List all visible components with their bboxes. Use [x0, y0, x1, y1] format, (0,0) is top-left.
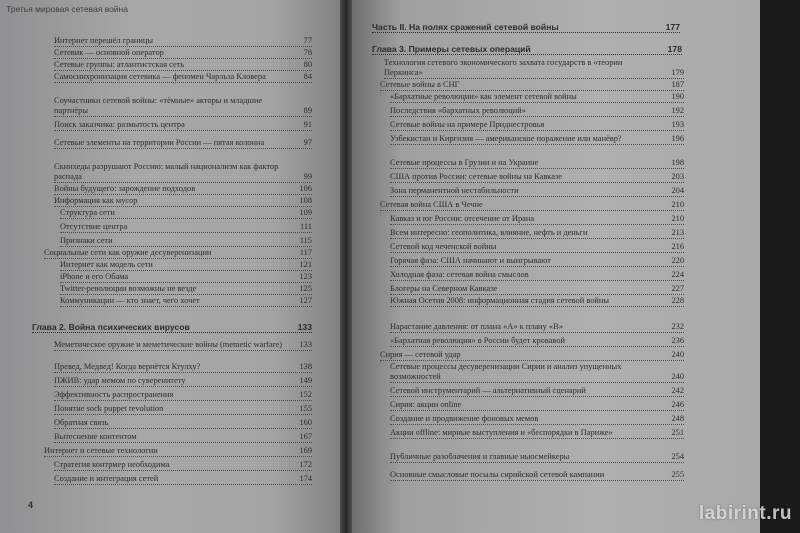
toc-entry-title: Коммуникации — кто знает, чего хочет [60, 296, 200, 305]
toc-entry-page: 125 [299, 284, 312, 293]
right-toc-entry [390, 106, 684, 117]
toc-entry-title: Интернет как модель сети [60, 260, 153, 269]
toc-entry-title: Стратегия контрмер необходима [54, 460, 170, 469]
page-number: 4 [28, 500, 34, 510]
toc-entry-title: Создание и продвижение фоновых мемов [390, 414, 539, 423]
toc-entry-title: Технология сетевого экономического захвата государств в «теории Перкинса» [384, 58, 623, 77]
toc-entry-title: Отсутствие центра [60, 222, 128, 231]
toc-entry-page: 106 [299, 184, 312, 193]
toc-entry-page: 204 [671, 186, 684, 195]
toc-entry-page: 198 [671, 158, 684, 167]
toc-entry-title: Часть II. На полях сражений сетевой войны [372, 22, 559, 32]
toc-entry-page: 84 [303, 72, 312, 81]
right-toc-entry [380, 80, 684, 91]
left-toc-entry [44, 248, 312, 259]
left-toc-entry [60, 208, 312, 219]
toc-entry-title: США против России: сетевые войны на Кавказе [390, 172, 562, 181]
toc-entry-title: Блогеры на Северном Кавказе [390, 284, 498, 293]
right-toc-entry [390, 134, 684, 145]
toc-entry-title: Сетевик — основной оператор [54, 48, 164, 57]
toc-entry-title: Зона перманентной нестабильности [390, 186, 519, 195]
toc-entry-page: 179 [671, 68, 684, 77]
toc-entry-title: Публичные разоблачения и главные ньюсмейкеры [390, 452, 570, 461]
toc-entry-page: 203 [671, 172, 684, 181]
toc-entry-page: 133 [299, 340, 312, 349]
toc-entry-page: 246 [671, 400, 684, 409]
right-toc-entry [390, 92, 684, 103]
right-toc-entry [390, 256, 684, 267]
toc-entry-title: Основные смысловые посылы сирийской сетевой кампании [390, 470, 605, 479]
toc-entry-page: 190 [671, 92, 684, 101]
right-toc-entry [390, 470, 684, 481]
left-toc-entry [44, 446, 312, 457]
right-toc-heading [372, 22, 680, 33]
toc-entry-title: Поиск заказчика: размытость центра [54, 120, 185, 129]
right-toc-entry [390, 120, 684, 131]
toc-entry-page: 255 [671, 470, 684, 479]
toc-entry-title: Последствия «бархатных революций» [390, 106, 526, 115]
toc-entry-page: 187 [671, 80, 684, 89]
toc-entry-page: 111 [300, 222, 312, 231]
toc-entry-page: 89 [303, 106, 312, 115]
toc-entry-title: Сетевые группы: атлантистская сеть [54, 60, 185, 69]
toc-entry-title: Сетевые процессы десуверенизации Сирии и анализ упущенных возможностей [390, 362, 622, 381]
toc-entry-title: Признаки сети [60, 236, 113, 245]
right-toc-entry [390, 270, 684, 281]
toc-entry-title: Сетевая война США в Чечне [380, 200, 483, 209]
right-toc-entry [390, 452, 684, 463]
toc-entry-title: Кавказ и юг России: отсечение от Ирана [390, 214, 535, 223]
left-toc-entry [54, 460, 312, 471]
toc-entry-title: Войны будущего: зарождение подходов [54, 184, 196, 193]
left-toc-heading [32, 322, 312, 333]
toc-entry-page: 240 [671, 350, 684, 359]
left-page [0, 0, 340, 533]
toc-entry-page: 97 [303, 138, 312, 147]
toc-entry-title: Сетевые элементы на территории России — пятая колонна [54, 138, 265, 147]
toc-entry-title: Холодная фаза: сетевая война смыслов [390, 270, 529, 279]
right-toc-entry [390, 284, 684, 295]
toc-entry-page: 109 [299, 208, 312, 217]
toc-entry-page: 77 [303, 36, 312, 45]
toc-entry-title: Превед, Медвед! Когда вернётся Ктулху? [54, 362, 201, 371]
toc-entry-page: 236 [671, 336, 684, 345]
right-toc-entry [390, 228, 684, 239]
right-toc-entry [390, 172, 684, 183]
right-toc-entry [390, 242, 684, 253]
toc-entry-title: Понятие sock puppet revolution [54, 404, 164, 413]
toc-entry-page: 254 [671, 452, 684, 461]
toc-entry-page: 251 [671, 428, 684, 437]
right-toc-entry [390, 336, 684, 347]
toc-entry-title: Интернет перешёл границы [54, 36, 154, 45]
toc-entry-title: Всем интересно: геополитика, влияние, нефть и деньги [390, 228, 588, 237]
toc-entry-title: Сирия: акции online [390, 400, 462, 409]
toc-entry-title: Сетевые процессы в Грузии и на Украине [390, 158, 539, 167]
toc-entry-title: «Бархатная революция» в России будет кровавой [390, 336, 565, 345]
left-toc-entry [54, 432, 312, 443]
toc-entry-page: 177 [665, 22, 680, 32]
toc-entry-title: Социальные сети как оружие десуверенизации [44, 248, 212, 257]
left-toc-entry [54, 184, 312, 195]
left-toc-entry [60, 260, 312, 271]
running-head: Третья мировая сетевая война [6, 4, 128, 14]
right-page [352, 0, 760, 533]
right-toc-entry [390, 158, 684, 169]
left-toc-entry [54, 376, 312, 387]
toc-entry-title: Южная Осетия 2008: информационная стадия сетевой войны [390, 296, 609, 305]
left-toc-entry [54, 340, 312, 351]
toc-entry-page: 242 [671, 386, 684, 395]
left-toc-entry [54, 162, 312, 183]
toc-entry-title: Самосинхронизация сетевика — феномен Чарльза Кловера [54, 72, 266, 81]
toc-entry-page: 169 [299, 446, 312, 455]
toc-entry-page: 160 [299, 418, 312, 427]
toc-entry-title: iPhone и его Обама [60, 272, 129, 281]
left-toc-entry [54, 390, 312, 401]
right-toc-heading [372, 44, 682, 55]
toc-entry-title: Сетевой инструментарий — альтернативный сценарий [390, 386, 586, 395]
toc-entry-page: 240 [671, 372, 684, 381]
toc-entry-page: 91 [303, 120, 312, 129]
right-toc-entry [380, 200, 684, 211]
toc-entry-page: 232 [671, 322, 684, 331]
toc-entry-page: 224 [671, 270, 684, 279]
toc-entry-title: Эффективность распространения [54, 390, 174, 399]
toc-entry-title: Узбекистан и Киргизия — американское поражение или манёвр? [390, 134, 622, 143]
toc-entry-page: 80 [303, 60, 312, 69]
left-toc-entry [54, 96, 312, 117]
toc-entry-title: Вытеснение контентом [54, 432, 137, 441]
left-toc-entry [60, 296, 312, 307]
toc-entry-title: Скинхеды разрушают Россию: малый национализм как фактор распада [54, 162, 279, 181]
toc-entry-page: 149 [299, 376, 312, 385]
right-toc-entry [390, 414, 684, 425]
toc-entry-page: 133 [297, 322, 312, 332]
right-toc-entry [390, 386, 684, 397]
toc-entry-page: 248 [671, 414, 684, 423]
toc-entry-page: 220 [671, 256, 684, 265]
toc-entry-page: 216 [671, 242, 684, 251]
toc-entry-title: Сетевой код чеченской войны [390, 242, 497, 251]
toc-entry-page: 78 [303, 48, 312, 57]
left-toc-entry [54, 418, 312, 429]
left-toc-entry [60, 284, 312, 295]
toc-entry-title: «Бархатные революции» как элемент сетевой войны [390, 92, 577, 101]
toc-entry-page: 115 [299, 236, 312, 245]
book-spine [340, 0, 352, 533]
left-toc-entry [54, 60, 312, 71]
right-toc-entry [384, 58, 684, 79]
right-toc-entry [380, 350, 684, 361]
toc-entry-page: 152 [299, 390, 312, 399]
toc-entry-page: 178 [667, 44, 682, 54]
toc-entry-page: 138 [299, 362, 312, 371]
toc-entry-title: Глава 3. Примеры сетевых операций [372, 44, 531, 54]
toc-entry-title: Структура сети [60, 208, 115, 217]
right-toc-entry [390, 428, 684, 439]
toc-entry-page: 123 [299, 272, 312, 281]
right-toc-entry [390, 214, 684, 225]
toc-entry-page: 155 [299, 404, 312, 413]
toc-entry-page: 172 [299, 460, 312, 469]
left-toc-entry [54, 474, 312, 485]
toc-entry-title: Сетевые войны в СНГ [380, 80, 460, 89]
toc-entry-page: 121 [299, 260, 312, 269]
left-toc-entry [54, 404, 312, 415]
toc-entry-title: Обратная связь [54, 418, 109, 427]
toc-entry-title: Twitter-революции возможны не везде [60, 284, 197, 293]
toc-entry-title: Горячая фаза: США начинают и выигрывают [390, 256, 551, 265]
left-toc-entry [54, 72, 312, 83]
left-toc-entry [54, 36, 312, 47]
toc-entry-page: 227 [671, 284, 684, 293]
toc-entry-title: Нарастание давления: от плана «А» к плану «В» [390, 322, 563, 331]
toc-entry-title: Глава 2. Война психических вирусов [32, 322, 190, 332]
toc-entry-title: Интернет и сетевые технологии [44, 446, 158, 455]
toc-entry-page: 193 [671, 120, 684, 129]
toc-entry-page: 167 [299, 432, 312, 441]
right-toc-entry [390, 362, 684, 383]
left-toc-entry [60, 272, 312, 283]
left-toc-entry [60, 222, 312, 233]
right-toc-entry [390, 322, 684, 333]
left-toc-entry [54, 120, 312, 131]
toc-entry-title: Соучастники сетевой войны: «тёмные» акторы и младшие партнёры [54, 96, 263, 115]
left-toc-entry [54, 362, 312, 373]
toc-entry-title: Меметическое оружие и меметические войны (memetic warfare) [54, 340, 283, 349]
toc-entry-page: 210 [671, 214, 684, 223]
left-toc-entry [54, 196, 312, 207]
right-toc-entry [390, 400, 684, 411]
left-toc-entry [54, 138, 312, 149]
toc-entry-title: Акции offline: мирные выступления и «беспорядки в Париже» [390, 428, 613, 437]
right-toc-entry [390, 186, 684, 197]
toc-entry-page: 174 [299, 474, 312, 483]
toc-entry-title: ПЖИВ: удар мемом по суверенитету [54, 376, 186, 385]
toc-entry-page: 213 [671, 228, 684, 237]
toc-entry-page: 210 [671, 200, 684, 209]
toc-entry-page: 99 [303, 172, 312, 181]
left-toc-entry [54, 48, 312, 59]
toc-entry-page: 117 [299, 248, 312, 257]
right-toc-entry [390, 296, 684, 307]
toc-entry-page: 127 [299, 296, 312, 305]
toc-entry-title: Сетевые войны на примере Приднестровья [390, 120, 545, 129]
left-toc-entry [60, 236, 312, 247]
toc-entry-page: 192 [671, 106, 684, 115]
watermark-logo: labirint.ru [698, 503, 792, 524]
toc-entry-title: Информация как мусор [54, 196, 138, 205]
toc-entry-page: 108 [299, 196, 312, 205]
toc-entry-page: 196 [671, 134, 684, 143]
toc-entry-title: Сирия — сетевой удар [380, 350, 461, 359]
toc-entry-title: Создание и интеграция сетей [54, 474, 159, 483]
toc-entry-page: 228 [671, 296, 684, 305]
